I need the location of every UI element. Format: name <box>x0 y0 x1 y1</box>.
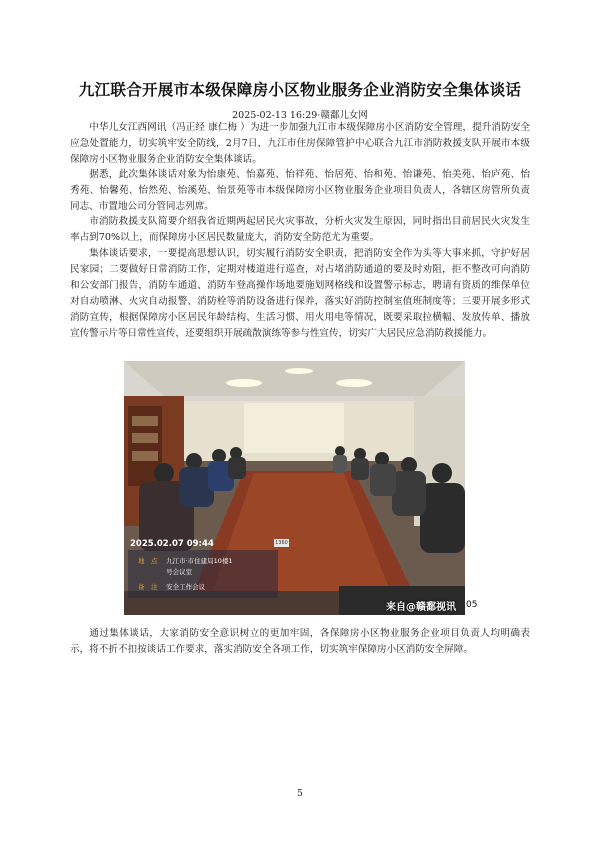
photo-badge: 1360 <box>275 540 288 546</box>
photo-info-key: 地 点 <box>138 557 158 565</box>
photo-watermark: 来自@赣鄱视讯 <box>386 602 456 613</box>
article-title: 九江联合开展市本级保障房小区物业服务企业消防安全集体谈话 <box>78 81 522 99</box>
photo-info-row <box>138 582 205 591</box>
paragraph: 通过集体谈话，大家消防安全意识树立的更加牢固，各保障房小区物业服务企业项目负责人均明确表示，将不折不扣按谈话工作要求，落实消防安全各项工作，切实筑牢保障房小区消防安全屏障。 <box>70 628 530 655</box>
watermark-suffix: 05 <box>466 600 478 610</box>
paragraph: 据悉，此次集体谈话对象为怡康苑、怡嘉苑、怡祥苑、怡居苑、怡和苑、怡谦苑、怡美苑、怡庐苑、怡秀苑、怡馨苑、怡然苑、怡溪苑、怡景苑等市本级保障房小区物业服务企业项目负责人，各辖区房管所负责同志、市置地公司分管同志列席。 <box>70 169 530 212</box>
paragraph: 中华儿女江西网讯（冯正经 康仁梅 ）为进一步加强九江市本级保障房小区消防安全管理，提升消防安全应急处置能力，切实筑牢安全防线，2月7日，九江市住房保障管护中心联合九江市消防救援支队开展市本级保障房小区物业服务企业消防安全集体谈话。 <box>70 122 530 165</box>
photo-info-value: 安全工作会议 <box>166 583 206 591</box>
paragraph: 市消防救援支队简要介绍我省近期两起居民火灾事故，分析火灾发生原因，同时指出目前居民火灾发生率占到70%以上，而保障房小区居民数量庞大，消防安全防范尤为重要。 <box>70 216 530 243</box>
page-number: 5 <box>297 789 303 799</box>
meeting-photo <box>124 361 465 615</box>
photo-info-value: 号会议室 <box>166 568 193 576</box>
photo-info-value: 九江市·市住建局10楼1 <box>166 557 233 565</box>
paragraph: 集体谈话要求，一要提高思想认识，切实履行消防安全职责，把消防安全作为头等大事来抓，守护好居民家园；二要做好日常消防工作，定期对楼道进行巡查，对占堵消防通道的要及时劝阻，拒不整改可向消防和公安部门报告，消防车通道、消防车登高操作场地要施划网格线和设置警示标志，聘请有资质的维保单位对自动喷淋、火灾自动报警、消防栓等消防设备进行保养，落实好消防控制室值班制度等；三要开展多形式消防宣传，根据保障房小区居民年龄结构、生活习惯、用火用电等情况，既要采取拉横幅、发放传单、播放宣传警示片等日常性宣传，还要组织开展疏散演练等参与性宣传，切实广大居民应急消防救援能力。 <box>70 248 530 339</box>
photo-info-panel <box>128 550 278 598</box>
article-meta: 2025-02-13 16:29·赣鄱儿女网 <box>232 110 368 121</box>
photo-info-row <box>138 556 233 565</box>
photo-info-key: 备 注 <box>138 583 158 591</box>
photo-timestamp: 2025.02.07 09:44 <box>130 539 214 549</box>
photo-info-row <box>138 567 192 576</box>
